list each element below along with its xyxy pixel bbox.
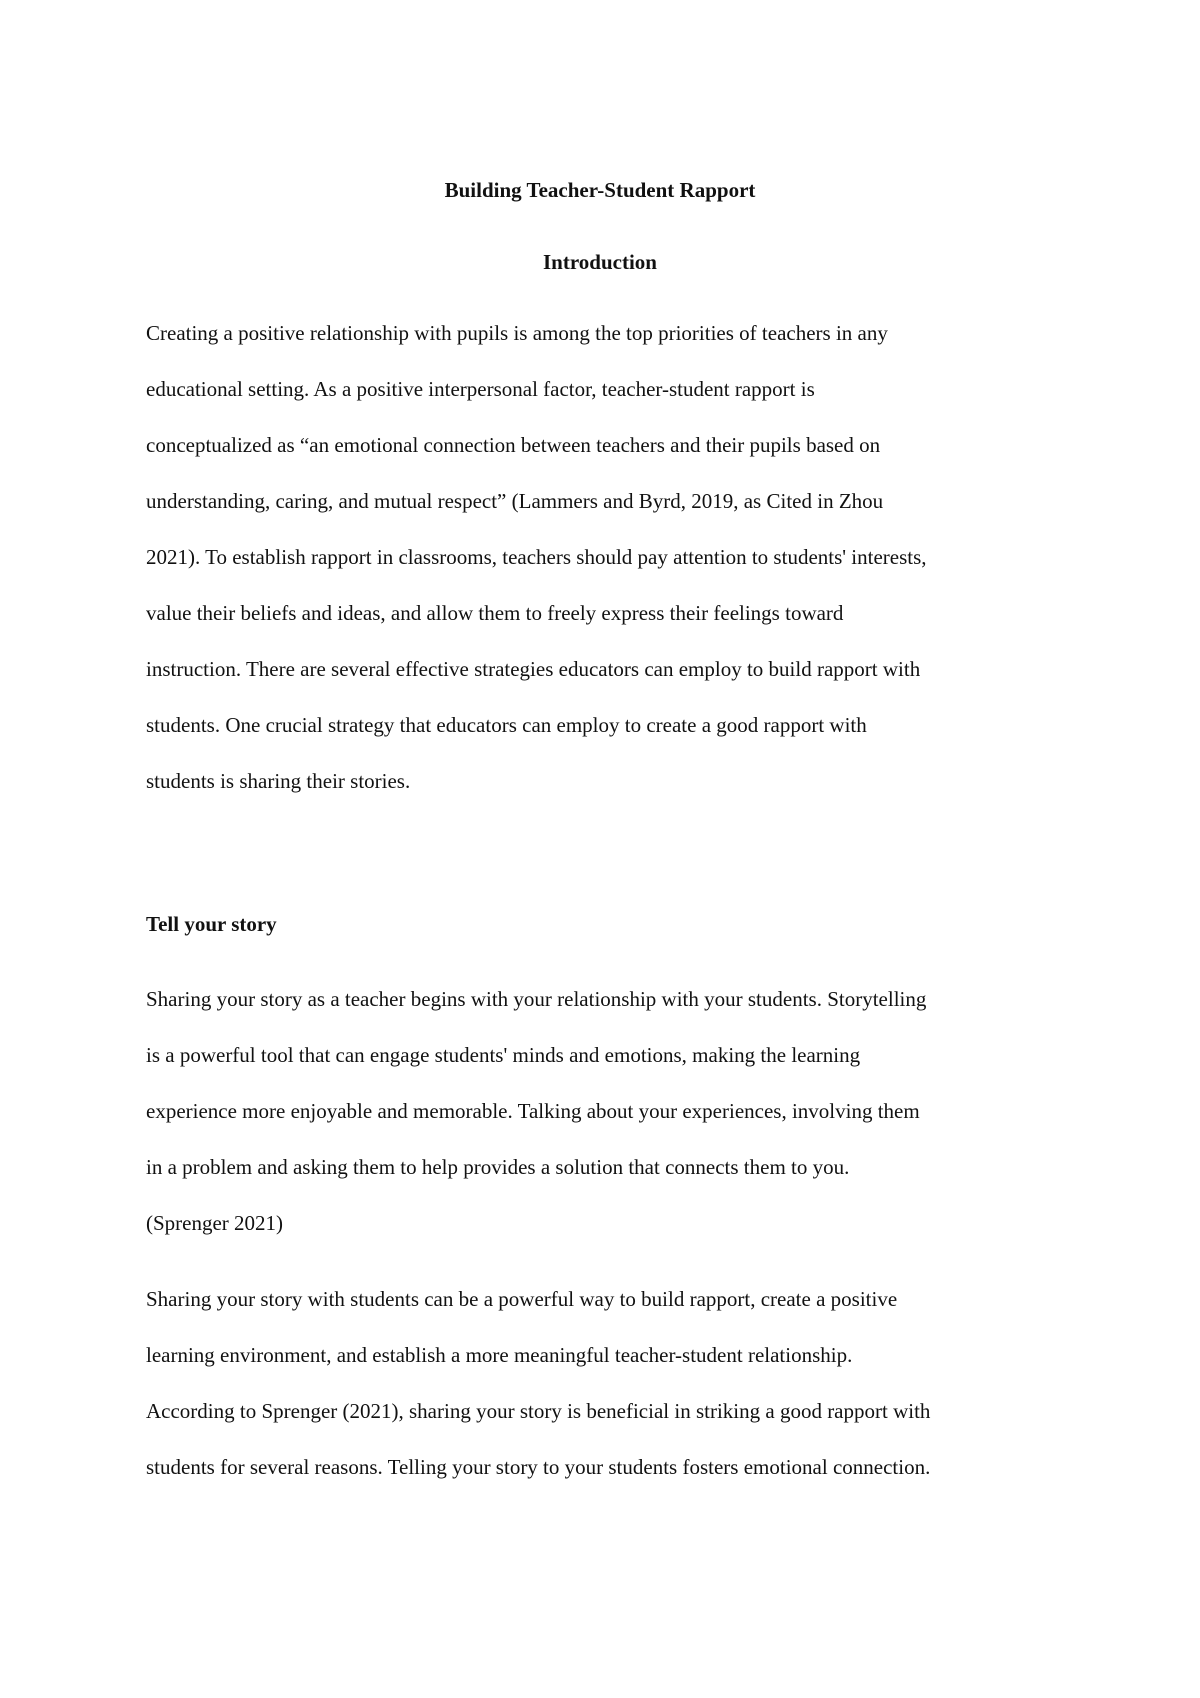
paragraph-line: Sharing your story as a teacher begins with your relationship with your students. Storytelling bbox=[146, 987, 927, 1011]
section-heading-introduction: Introduction bbox=[543, 250, 657, 274]
paragraph-line: educational setting. As a positive interpersonal factor, teacher-student rapport is bbox=[146, 377, 815, 401]
paragraph-line: instruction. There are several effective strategies educators can employ to build rapport with bbox=[146, 657, 921, 681]
tell-your-story-paragraph-1 bbox=[146, 971, 1066, 1251]
paragraph-line: students is sharing their stories. bbox=[146, 769, 411, 793]
paragraph-line: Creating a positive relationship with pupils is among the top priorities of teachers in any bbox=[146, 321, 888, 345]
paragraph-line: experience more enjoyable and memorable. Talking about your experiences, involving them bbox=[146, 1099, 920, 1123]
paragraph-line: conceptualized as “an emotional connection between teachers and their pupils based on bbox=[146, 433, 881, 457]
paragraph-line: value their beliefs and ideas, and allow them to freely express their feelings toward bbox=[146, 601, 844, 625]
paragraph-line: understanding, caring, and mutual respect” (Lammers and Byrd, 2019, as Cited in Zhou bbox=[146, 489, 884, 513]
paragraph-line: learning environment, and establish a more meaningful teacher-student relationship. bbox=[146, 1343, 853, 1367]
introduction-paragraph bbox=[146, 305, 1066, 809]
paragraph-line: (Sprenger 2021) bbox=[146, 1211, 284, 1235]
paragraph-line: students. One crucial strategy that educators can employ to create a good rapport with bbox=[146, 713, 867, 737]
document-title: Building Teacher-Student Rapport bbox=[444, 178, 756, 202]
paragraph-line: students for several reasons. Telling your story to your students fosters emotional connection. bbox=[146, 1455, 931, 1479]
paragraph-line: in a problem and asking them to help provides a solution that connects them to you. bbox=[146, 1155, 850, 1179]
paragraph-line: Sharing your story with students can be a powerful way to build rapport, create a positive bbox=[146, 1287, 898, 1311]
paragraph-line: 2021). To establish rapport in classrooms, teachers should pay attention to students' interests, bbox=[146, 545, 927, 569]
paragraph-line: According to Sprenger (2021), sharing your story is beneficial in striking a good rapport with bbox=[146, 1399, 931, 1423]
paragraph-line: is a powerful tool that can engage students' minds and emotions, making the learning bbox=[146, 1043, 861, 1067]
tell-your-story-paragraph-2 bbox=[146, 1271, 1066, 1495]
section-heading-tell-your-story: Tell your story bbox=[146, 912, 277, 936]
